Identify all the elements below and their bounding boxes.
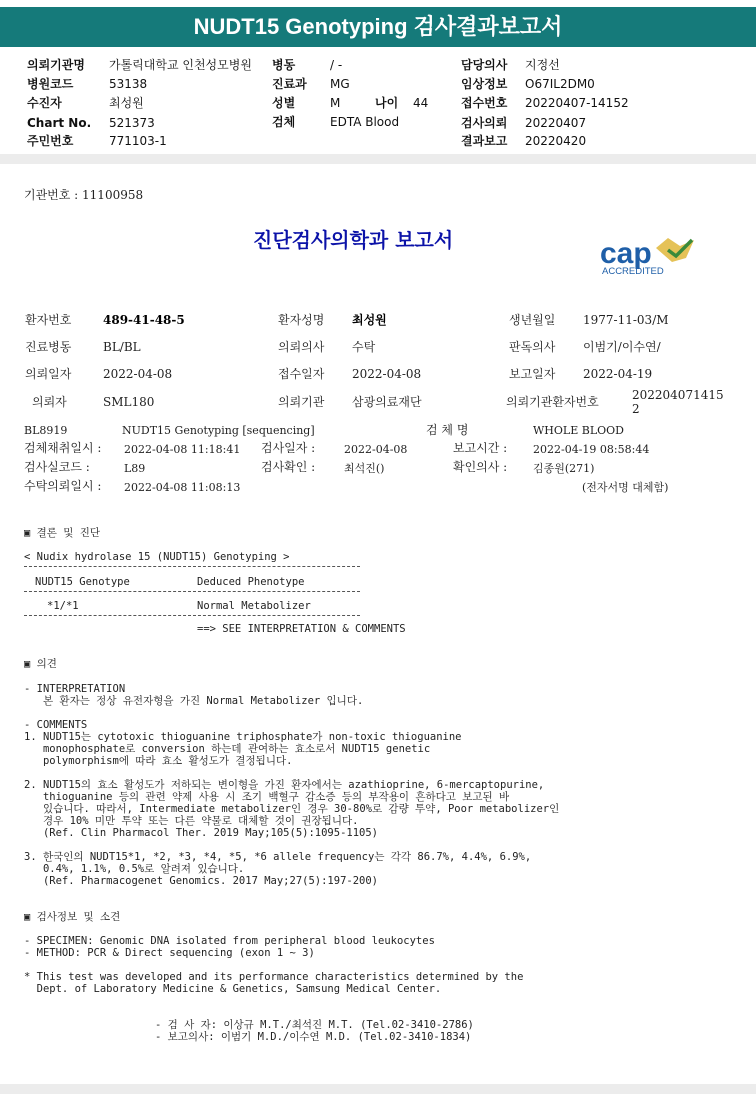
result-dash-line-1	[24, 566, 360, 567]
value-hospital-code: 53138	[109, 77, 148, 91]
value-confirm-doctor: 김종원(271)	[533, 462, 595, 475]
value-collect-time: 2022-04-08 11:18:41	[124, 443, 241, 456]
label-chart-no: Chart No.	[27, 116, 92, 130]
text-line: monophosphate로 conversion 하는데 관여하는 효소로서 NUDT15 genetic	[24, 743, 431, 755]
esign-note: (전자서명 대체함)	[582, 481, 669, 494]
value-report-date: 2022-04-19	[583, 367, 653, 381]
value-inst-patient-no-line2: 2	[632, 402, 640, 416]
text-line: 2. NUDT15의 효소 활성도가 저하되는 변이형을 가진 환자에서는 azathioprine, 6-mercaptopurine,	[24, 779, 545, 791]
label-reading-doctor: 판독의사	[509, 340, 556, 354]
value-ward: / -	[330, 58, 343, 72]
label-ward: 병동	[272, 58, 296, 72]
label-department: 진료과	[272, 77, 307, 91]
label-examinee: 수진자	[27, 96, 62, 110]
label-result-report: 결과보고	[461, 134, 508, 148]
text-line: 경우 10% 미만 투약 또는 다른 약물로 대체할 것이 권장됩니다.	[24, 815, 359, 827]
result-col-phenotype: Deduced Phenotype	[197, 576, 305, 588]
banner-title: NUDT15 Genotyping 검사결과보고서	[0, 7, 756, 47]
result-genotype-value: *1/*1	[47, 600, 79, 612]
institution-number: 기관번호 : 11100958	[24, 188, 144, 202]
label-inst-patient-no: 의뢰기관환자번호	[506, 395, 599, 409]
cap-accredited-logo	[598, 232, 698, 278]
result-dash-line-2	[24, 591, 360, 592]
label-requesting-institution: 의뢰기관명	[27, 58, 85, 72]
text-line: 3. 한국인의 NUDT15*1, *2, *3, *4, *5, *6 allele frequency는 각각 86.7%, 4.4%, 6.9%,	[24, 851, 532, 863]
label-requesting-institution-2: 의뢰기관	[278, 395, 325, 409]
label-patient-no: 환자번호	[25, 313, 72, 327]
value-specimen-name: WHOLE BLOOD	[533, 424, 624, 437]
label-requester: 의뢰자	[32, 395, 67, 409]
value-requester: SML180	[103, 395, 155, 409]
value-lab-code: L89	[124, 462, 146, 475]
value-requesting-institution: 가톨릭대학교 인천성모병원	[109, 58, 252, 72]
result-subtitle: < Nudix hydrolase 15 (NUDT15) Genotyping >	[24, 551, 290, 563]
value-examinee: 최성원	[109, 96, 144, 110]
text-line: - 보고의사: 이범기 M.D./이수연 M.D. (Tel.02-3410-1834)	[155, 1031, 472, 1043]
value-receipt-no: 20220407-14152	[525, 96, 629, 110]
label-lab-code: 검사실코드 :	[24, 460, 90, 474]
result-col-genotype: NUDT15 Genotype	[35, 576, 130, 588]
label-outsource-time: 수탁의뢰일시 :	[24, 479, 102, 493]
text-line: * This test was developed and its performance characteristics determined by the	[24, 971, 524, 983]
value-test-request: 20220407	[525, 116, 587, 130]
report-banner	[0, 0, 756, 50]
exam-info-heading: ▣ 검사정보 및 소견	[24, 911, 121, 923]
svg-text:ACCREDITED: ACCREDITED	[602, 266, 664, 277]
label-patient-name: 환자성명	[278, 313, 325, 327]
text-line: (Ref. Pharmacogenet Genomics. 2017 May;27(5):197-200)	[24, 875, 379, 887]
label-receipt-date: 접수일자	[278, 367, 325, 381]
bottom-divider	[0, 1084, 756, 1094]
value-dob: 1977-11-03/M	[583, 313, 669, 327]
value-department: MG	[330, 77, 350, 91]
value-request-date: 2022-04-08	[103, 367, 173, 381]
value-receipt-date: 2022-04-08	[352, 367, 422, 381]
value-report-time: 2022-04-19 08:58:44	[533, 443, 650, 456]
value-clinical-info: O67IL2DM0	[525, 77, 595, 91]
text-line: - INTERPRETATION	[24, 683, 126, 695]
text-line: (Ref. Clin Pharmacol Ther. 2019 May;105(5):1095-1105)	[24, 827, 379, 839]
label-dob: 생년월일	[509, 313, 556, 327]
label-confirm-doctor: 확인의사 :	[453, 460, 508, 474]
label-exam-confirm: 검사확인 :	[261, 460, 316, 474]
text-line: 1. NUDT15는 cytotoxic thioguanine triphosphate가 non-toxic thioguanine	[24, 731, 462, 743]
label-exam-date: 검사일자 :	[261, 441, 316, 455]
text-line: 본 환자는 정상 유전자형을 가진 Normal Metabolizer 입니다.	[24, 695, 364, 707]
value-exam-confirm: 최석진()	[344, 462, 385, 475]
text-line: 있습니다. 따라서, Intermediate metabolizer인 경우 30-80%로 감량 투약, Poor metabolizer인	[24, 803, 560, 815]
label-requesting-doctor: 의뢰의사	[278, 340, 325, 354]
text-line: 0.4%, 1.1%, 0.5%로 알려져 있습니다.	[24, 863, 245, 875]
svg-text:cap: cap	[600, 237, 652, 270]
section-divider	[0, 154, 756, 164]
report-title: 진단검사의학과 보고서	[253, 228, 454, 252]
value-sex: M	[330, 96, 341, 110]
label-clinical-info: 임상정보	[461, 77, 508, 91]
result-phenotype-value: Normal Metabolizer	[197, 600, 311, 612]
value-age: 44	[413, 96, 429, 110]
result-heading: ▣ 결론 및 진단	[24, 527, 101, 539]
value-ward-2: BL/BL	[103, 340, 141, 354]
test-code: BL8919	[24, 424, 68, 437]
test-name: NUDT15 Genotyping [sequencing]	[122, 424, 315, 437]
value-attending-doctor: 지정선	[525, 58, 560, 72]
text-line: Dept. of Laboratory Medicine & Genetics, Samsung Medical Center.	[24, 983, 442, 995]
value-reading-doctor: 이범기/이수연/	[583, 340, 661, 354]
label-collect-time: 검체채취일시 :	[24, 441, 102, 455]
result-see-note: ==> SEE INTERPRETATION & COMMENTS	[197, 623, 406, 635]
value-specimen: EDTA Blood	[330, 115, 400, 129]
label-sex: 성별	[272, 96, 296, 110]
text-line: thioguanine 등의 관련 약제 사용 시 조기 백혈구 감소증 등의 부작용이 흔하다고 보고된 바	[24, 791, 510, 803]
value-patient-no: 489-41-48-5	[103, 313, 185, 327]
text-line: polymorphism에 따라 효소 활성도가 결정됩니다.	[24, 755, 293, 767]
text-line: - 검 사 자: 이상규 M.T./최석진 M.T. (Tel.02-3410-2786)	[155, 1019, 474, 1031]
result-dash-line-3	[24, 615, 360, 616]
text-line: - COMMENTS	[24, 719, 88, 731]
value-patient-name: 최성원	[352, 313, 387, 327]
opinion-heading: ▣ 의견	[24, 658, 57, 670]
label-receipt-no: 접수번호	[461, 96, 508, 110]
label-test-request: 검사의뢰	[461, 116, 508, 130]
label-age: 나이	[375, 96, 399, 110]
value-inst-patient-no-line1: 202204071415	[632, 388, 724, 402]
text-line: - METHOD: PCR & Direct sequencing (exon 1 ~ 3)	[24, 947, 315, 959]
value-result-report: 20220420	[525, 134, 587, 148]
label-resident-no: 주민번호	[27, 134, 74, 148]
label-ward-2: 진료병동	[25, 340, 72, 354]
label-report-time: 보고시간 :	[453, 441, 508, 455]
label-report-date: 보고일자	[509, 367, 556, 381]
value-exam-date: 2022-04-08	[344, 443, 408, 456]
label-request-date: 의뢰일자	[25, 367, 72, 381]
value-outsource-time: 2022-04-08 11:08:13	[124, 481, 241, 494]
value-chart-no: 521373	[109, 116, 155, 130]
label-attending-doctor: 담당의사	[461, 58, 508, 72]
label-hospital-code: 병원코드	[27, 77, 74, 91]
value-requesting-doctor: 수탁	[352, 340, 376, 354]
value-resident-no: 771103-1	[109, 134, 167, 148]
label-specimen-name: 검 체 명	[426, 423, 469, 437]
value-requesting-institution-2: 삼광의료재단	[352, 395, 422, 409]
text-line: - SPECIMEN: Genomic DNA isolated from peripheral blood leukocytes	[24, 935, 435, 947]
label-specimen: 검체	[272, 115, 296, 129]
